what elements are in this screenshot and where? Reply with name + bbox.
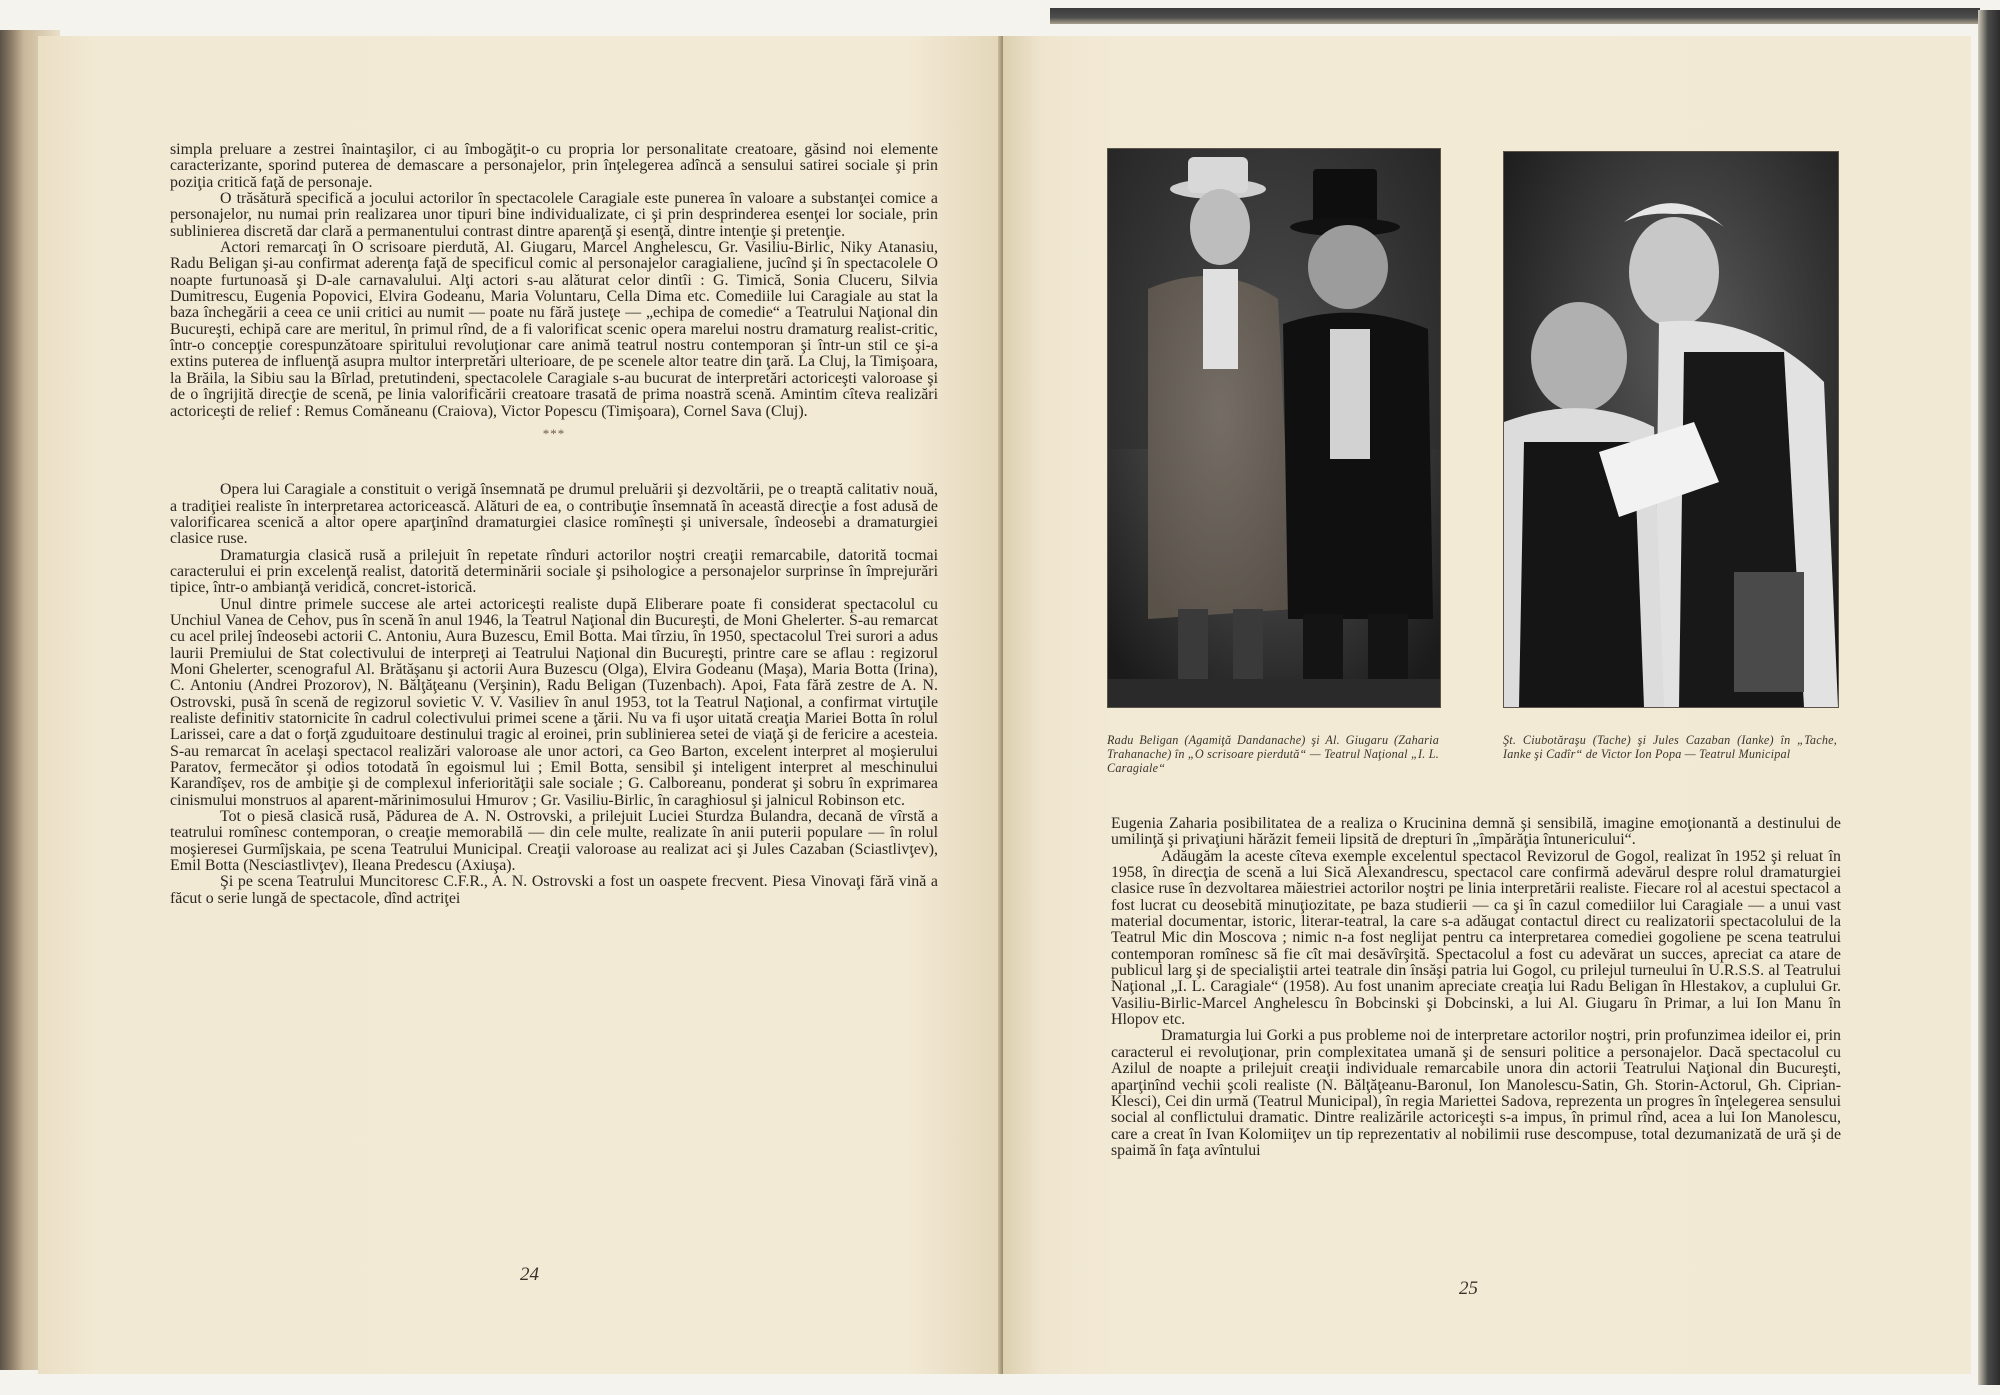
caption-photo-2: Şt. Ciubotăraşu (Tache) şi Jules Cazaban (Ianke) în „Tache, Ianke şi Cadîr“ de Victor Ion Popa — Teatrul Municipal (1503, 733, 1837, 761)
left-page-text-top (170, 142, 938, 907)
paragraph: Tot o piesă clasică rusă, Pădurea de A. N. Ostrovski, a prilejuit Luciei Sturdza Bulandra, decană de vîrstă a teatrului romînesc contemporan, o creaţie memorabilă — din cele multe, realizate în anii puterii populare — în rolul moşieresei Gurmîjskaia, pe scena Teatrului Municipal. Creaţii valoroase au realizat aci şi Jules Cazaban (Sciastlivţev), Emil Botta (Nesciastlivţev), Ileana Predescu (Axiuşa). (170, 808, 938, 875)
right-page (1003, 36, 1971, 1374)
page-number: 24 (520, 1264, 539, 1285)
photo-image (1108, 149, 1440, 707)
caption-photo-1: Radu Beligan (Agamiţă Dandanache) şi Al. Giugaru (Zaharia Trahanache) în „O scrisoare pierdută“ — Teatrul Naţional „I. L. Caragiale“ (1107, 733, 1439, 775)
paragraph: Unul dintre primele succese ale artei actoriceşti realiste după Eliberare poate fi considerat spectacolul cu Unchiul Vanea de Cehov, pus în scenă în anul 1946, la Teatrul Naţional din Bucureşti, de Moni Ghelerter. S-au remarcat cu acel prilej îndeosebi actorii C. Antoniu, Aura Buzescu, Emil Botta. Mai tîrziu, în 1950, spectacolul Trei surori a adus laurii Premiului de Stat colectivului de interpreţi ai Teatrului Naţional din Bucureşti, printre care se aflau : regizorul Moni Ghelerter, scenograful Al. Brătăşanu şi actorii Aura Buzescu (Olga), Elvira Godeanu (Maşa), Maria Botta (Irina), C. Antoniu (Andrei Prozorov), N. Bălţăţeanu (Verşinin), Radu Beligan (Tuzenbach). Apoi, Fata fără zestre de A. N. Ostrovski, pusă în scenă de regizorul sovietic V. V. Vasiliev în anul 1953, tot la Teatrul Naţional, a confirmat virtuţile realiste definitiv statornicite în cadrul colectivului primei scene a ţării. Nu va fi uşor uitată creaţia Mariei Botta în rolul Larissei, care a dat o forţă zguduitoare destinului tragic al eroinei, prin sublinierea setei de viaţă şi de fericire a acesteia. S-au remarcat în acelaşi spectacol realizări valoroase ale unor actori, ca Geo Barton, excelent interpret al moşierului Paratov, fermecător şi odios totodată în egoismul lui ; Emil Botta, sensibil şi inteligent interpret al meschinului Karandîşev, ros de ambiţie şi de complexul inferiorităţii sale sociale ; G. Calboreanu, ponderat şi sobru în exprimarea cinismului monstruos al aparent-mărinimosului Hmurov ; Gr. Vasiliu-Birlic, în caraghiosul şi jalnicul Robinson etc. (170, 595, 938, 809)
section-separator: *** (542, 425, 566, 441)
paragraph: Actori remarcaţi în O scrisoare pierdută, Al. Giugaru, Marcel Anghelescu, Gr. Vasiliu-Birlic, Niky Atanasiu, Radu Beligan şi-au confirmat aderenţa faţă de specificul comic al personajelor caragialiene, jucînd şi în spectacolele O noapte furtunoasă şi D-ale carnavalului. Alţi actori s-au alăturat celor dintîi : G. Timică, Sonia Cluceru, Silvia Dumitrescu, Eugenia Popovici, Elvira Godeanu, Maria Voluntaru, Cella Dima etc. Comediile lui Caragiale au stat la baza închegării a ceea ce unii critici au numit — poate nu fără justeţe — „echipa de comedie“ a Teatrului Naţional din Bucureşti, echipă care are meritul, în primul rînd, de a fi valorificat scenic opera marelui nostru dramaturg realist-critic, într-o concepţie corespunzătoare spiritului revoluţionar care animă teatrul nostru contemporan şi într-un stil ce şi-a extins puterea de influenţă asupra multor interpretări ulterioare, de pe scenele altor teatre din ţară. La Cluj, la Timişoara, la Brăila, la Sibiu sau la Bîrlad, pretutindeni, spectacolele Caragiale s-au bucurat de interpretări actoriceşti valoroase şi de o îngrijită direcţie de scenă, pe linia valorificării creatoare trasată de prima noastră scenă. Amintim cîteva realizări actoriceşti de relief : Remus Comăneanu (Craiova), Victor Popescu (Timişoara), Cornel Sava (Cluj). (170, 239, 938, 420)
right-page-text (1111, 816, 1841, 1159)
photo-scrisoare-pierduta (1107, 148, 1441, 708)
left-page (38, 36, 1003, 1374)
page-number: 25 (1459, 1278, 1478, 1299)
book-cover-edge (1050, 8, 1980, 24)
paragraph: Dramaturgia clasică rusă a prilejuit în repetate rînduri actorilor noştri creaţii remarcabile, datorită tocmai caracterului ei prin excelenţă realist, datorită determinării sociale şi psihologice a personajelor surprinse în împrejurări tipice, într-o ambianţă veridică, concret-istorică. (170, 546, 938, 597)
paragraph: Şi pe scena Teatrului Muncitoresc C.F.R., A. N. Ostrovski a fost un oaspete frecvent. Piesa Vinovaţi fără vină a făcut o serie lungă de spectacole, dînd actriţei (170, 873, 938, 907)
paragraph: simpla preluare a zestrei înaintaşilor, ci au îmbogăţit-o cu propria lor personalitate creatoare, găsind noi elemente caracterizante, sporind puterea de demascare a personajelor, prin înţelegerea adîncă a sensului satirei sociale şi prin poziţia critică faţă de personaje. (170, 141, 938, 191)
photo-tache-ianke-cadir (1503, 151, 1839, 708)
photo-image (1504, 152, 1838, 707)
paragraph: O trăsătură specifică a jocului actorilor în spectacolele Caragiale este punerea în valoare a substanţei comice a personajelor, nu numai prin realizarea unor tipuri bine individualizate, ci şi prin desprinderea esenţei lor sociale, prin sublinierea discretă dar clară a permanentului contrast dintre aparenţă şi esenţă, dintre intenţie şi pretenţie. (170, 190, 938, 240)
paragraph: Eugenia Zaharia posibilitatea de a realiza o Krucinina demnă şi sensibilă, imagine emoţionantă a destinului de umilinţă şi privaţiuni hărăzit femeii lipsită de drepturi în „împărăţia întunericului“. (1111, 815, 1841, 849)
paragraph: Adăugăm la aceste cîteva exemple excelentul spectacol Revizorul de Gogol, realizat în 1952 şi reluat în 1958, în direcţia de scenă a lui Sică Alexandrescu, spectacol care confirmă adevărul despre rolul dramaturgiei clasice ruse în dezvoltarea măiestriei actorilor noştri pe linia interpretării realiste. Fiecare rol al acestui spectacol a fost lucrat cu deosebită minuţiozitate, pe baza studierii — ca şi în cazul comediilor lui Caragiale — a unui vast material documentar, istoric, literar-teatral, la care s-a adăugat contactul direct cu realizatorii spectacolului de la Teatrul Mic din Moscova ; nimic n-a fost neglijat pentru ca interpretarea comediei gogoliene pe scena teatrului contemporan romînesc să fie cît mai desăvîrşită. Spectacolul a fost cu adevărat un succes, apreciat ca atare de publicul larg şi de specialiştii artei teatrale din însăşi patria lui Gogol, cu prilejul turneului în U.R.S.S. al Teatrului Naţional „I. L. Caragiale“ (1958). Au fost unanim apreciate creaţia lui Radu Beligan în Hlestakov, a cuplului Gr. Vasiliu-Birlic-Marcel Anghelescu în Bobcinski şi Dobcinski, a lui Al. Giugaru în Primar, a lui Ion Manu în Hlopov etc. (1111, 847, 1841, 1029)
book-binding-right (1978, 10, 2000, 1385)
paragraph: Dramaturgia lui Gorki a pus probleme noi de interpretare actorilor noştri, prin profunzimea ideilor ei, prin caracterul ei revoluţionar, prin complexitatea umană şi de sensuri politice a personajelor. Dacă spectacolul cu Azilul de noapte a prilejuit creaţii individuale remarcabile unora din actorii Teatrului Naţional din Bucureşti, aparţinînd vechii şcoli realiste (N. Bălţăţeanu-Baronul, Ion Manolescu-Satin, Gh. Storin-Actorul, Gh. Ciprian-Klesci), Cei din urmă (Teatrul Municipal), în regia Mariettei Sadova, reprezenta un progres în înţelegerea sensului social al conflictului dramatic. Dintre realizările actoriceşti s-a impus, în primul rînd, acea a lui Ion Manolescu, care a creat în Ivan Kolomiiţev un tip reprezentativ al nobilimii ruse descompuse, total dezumanizată de ură şi de spaimă în faţa avîntului (1111, 1027, 1841, 1159)
paragraph: Opera lui Caragiale a constituit o verigă însemnată pe drumul preluării şi dezvoltării, pe o treaptă calitativ nouă, a tradiţiei realiste în interpretarea actoricească. Alături de ea, o contribuţie însemnată în această direcţie a fost adusă de valorificarea scenică a altor opere aparţinînd dramaturgiei clasice romîneşti şi universale, îndeosebi a dramaturgiei clasice ruse. (170, 481, 938, 548)
